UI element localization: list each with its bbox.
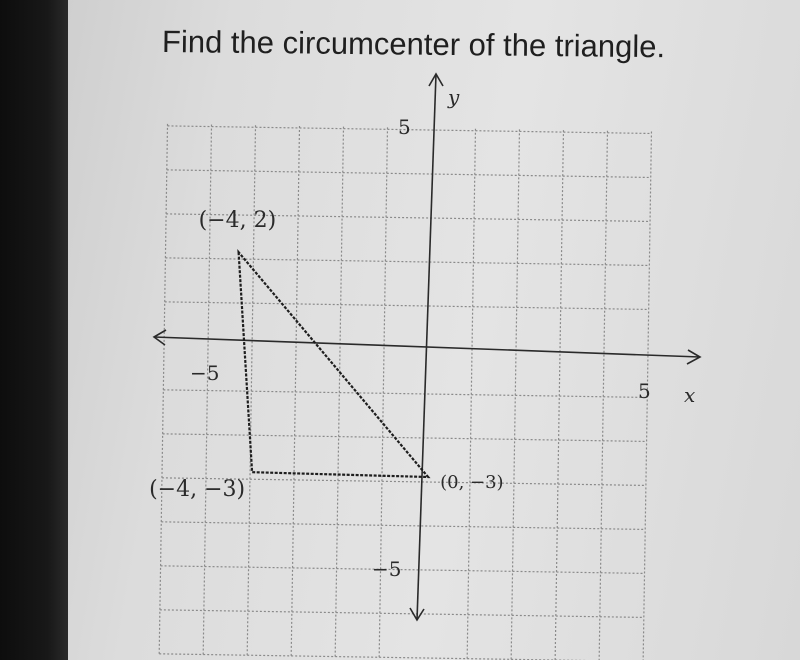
y-axis-label: y	[448, 85, 460, 109]
axes	[154, 74, 700, 620]
grid-line-horizontal	[161, 522, 645, 530]
question-text: Find the circumcenter of the triangle.	[161, 24, 666, 65]
grid-line-vertical	[555, 130, 563, 660]
vertex-label-bottom-left: (−4, −3)	[149, 477, 246, 503]
grid-line-horizontal	[160, 610, 644, 618]
grid-line-horizontal	[159, 654, 643, 660]
grid-line-horizontal	[161, 566, 645, 574]
x-axis-label: x	[684, 383, 696, 407]
grid-line-vertical	[203, 125, 211, 655]
triangle	[239, 252, 429, 477]
grid-line-vertical	[159, 124, 167, 654]
grid-line-vertical	[247, 125, 255, 655]
vertex-label-bottom-right: (0, −3)	[440, 472, 504, 493]
grid-line-horizontal	[163, 390, 647, 398]
y-tick-label-neg5: −5	[372, 557, 402, 581]
grid-line-horizontal	[167, 170, 651, 178]
grid-line-vertical	[291, 126, 299, 656]
y-tick-label-5: 5	[398, 115, 411, 139]
grid-line-vertical	[511, 129, 519, 659]
grid-line-vertical	[599, 131, 607, 660]
vertex-label-top-left: (−4, 2)	[198, 208, 277, 234]
grid-line-horizontal	[165, 302, 649, 310]
grid-line-vertical	[467, 129, 475, 659]
grid-line-horizontal	[163, 434, 647, 442]
x-tick-label-5: 5	[638, 379, 651, 403]
grid-lines	[159, 124, 651, 660]
grid-line-vertical	[335, 127, 343, 657]
x-tick-label-neg5: −5	[190, 361, 220, 385]
